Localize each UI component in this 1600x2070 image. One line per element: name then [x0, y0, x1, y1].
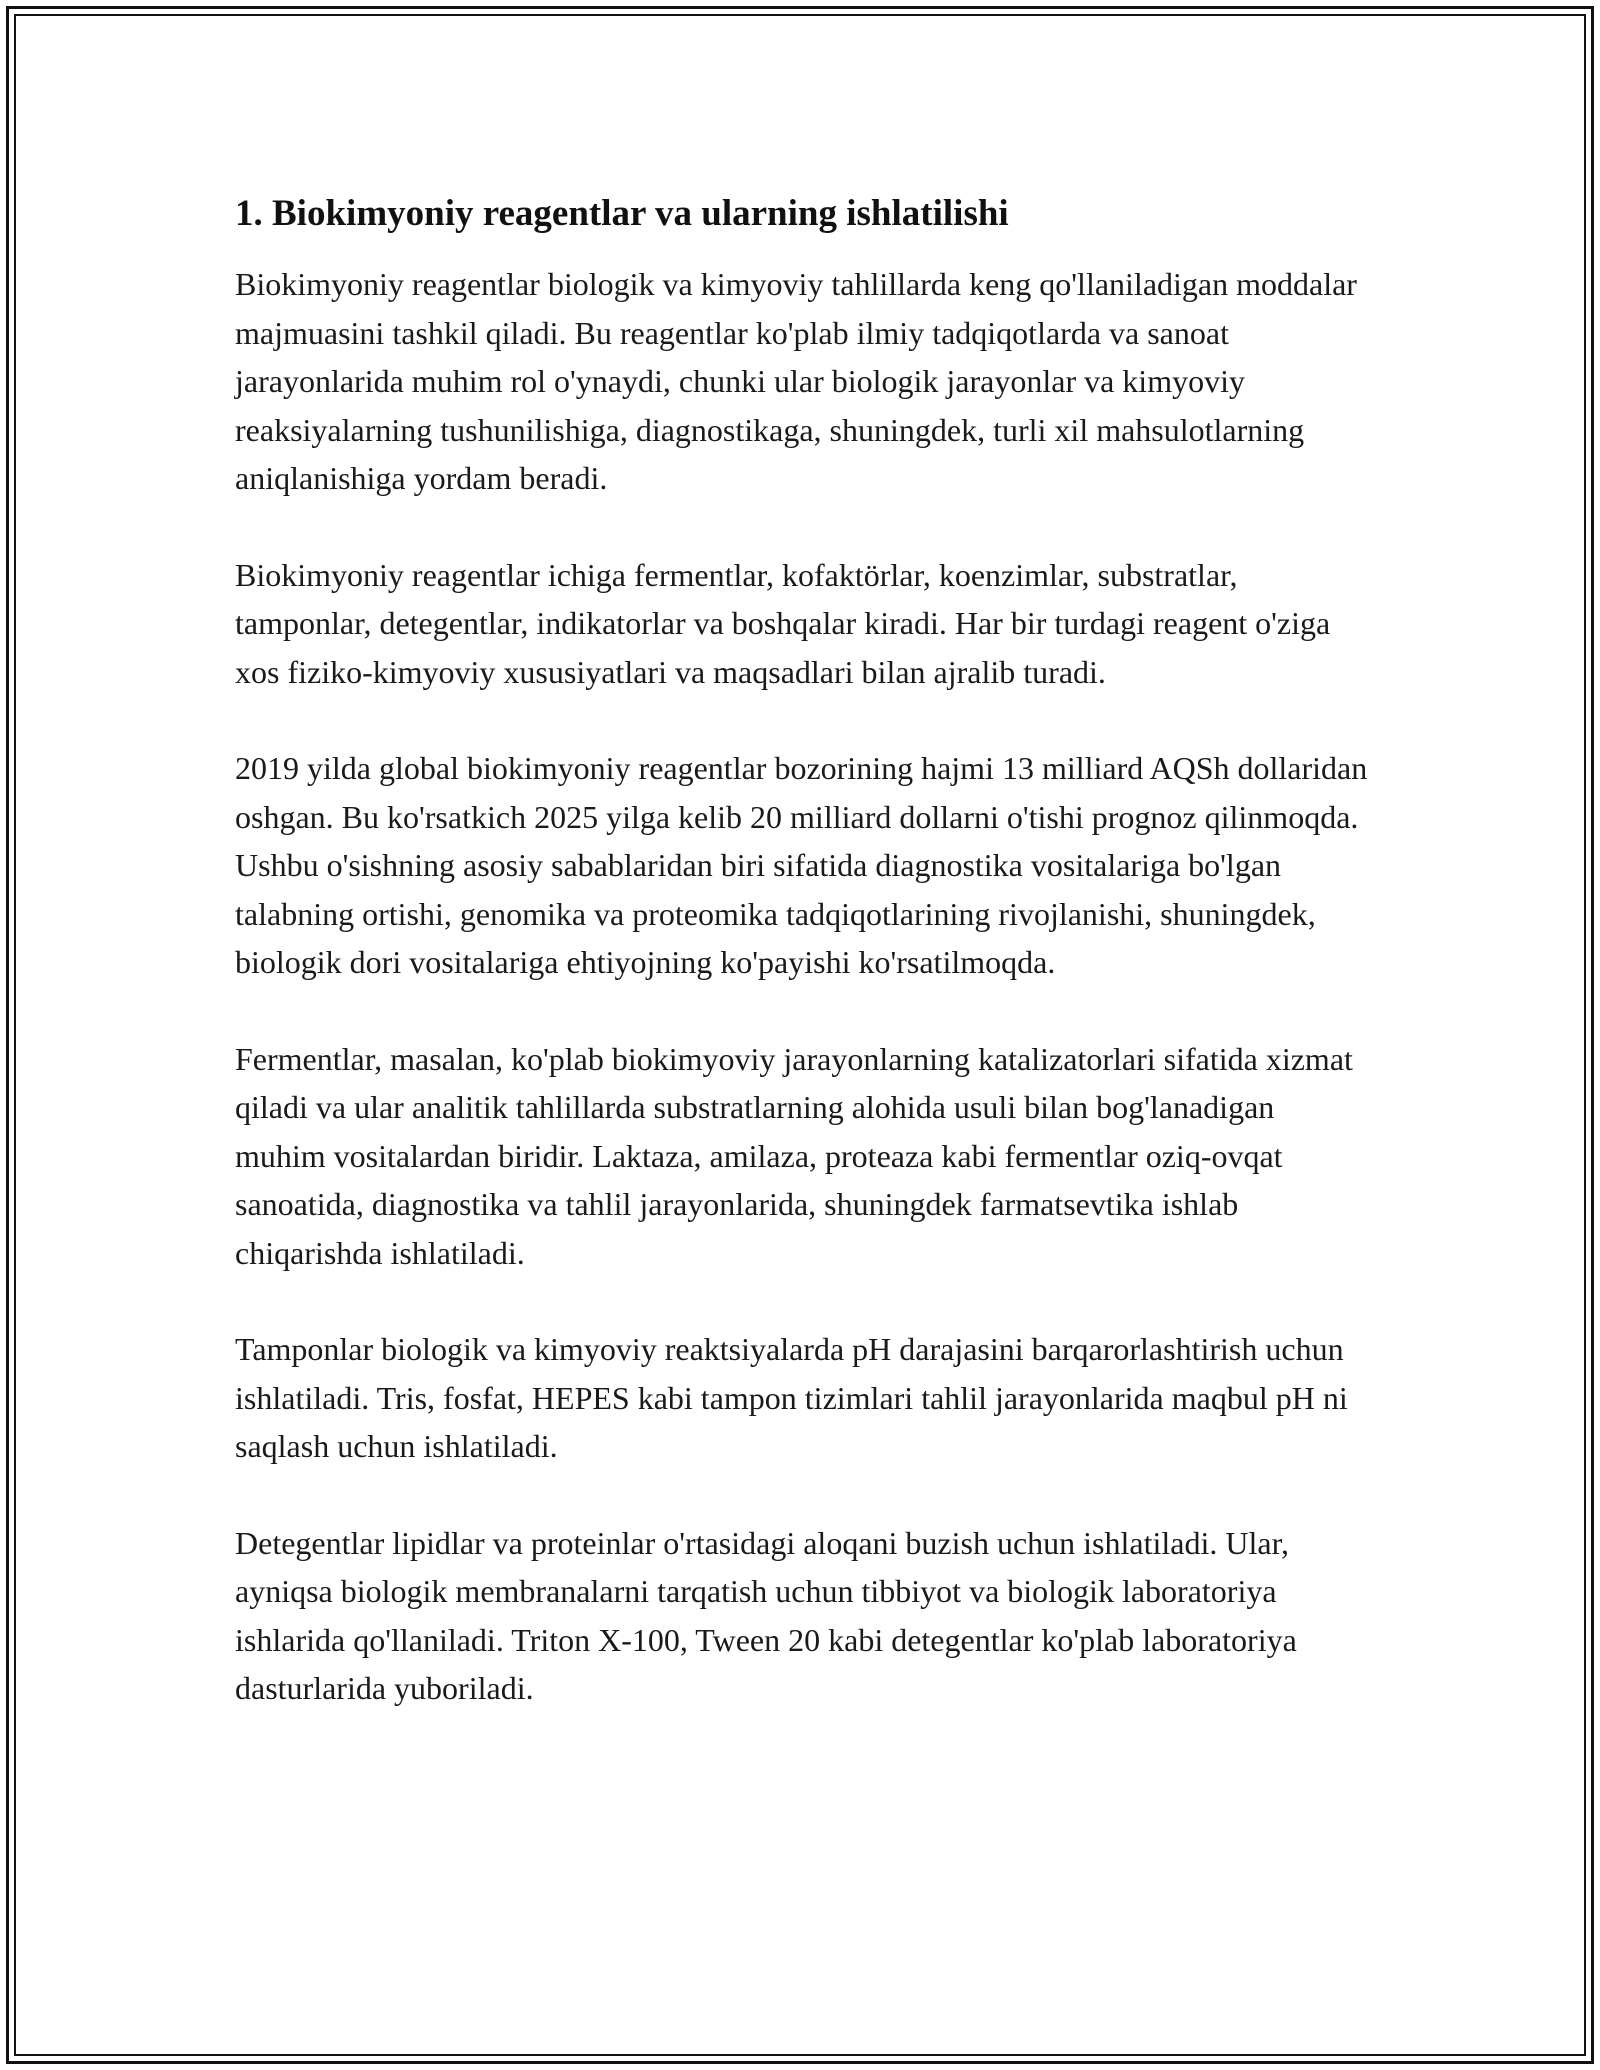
section-heading: 1. Biokimyoniy reagentlar va ularning ishlatilishi [235, 193, 1009, 234]
paragraph-enzymes: Fermentlar, masalan, ko'plab biokimyoviy jarayonlarning katalizatorlari sifatida xizmat qiladi va ular analitik tahlillarda substratlarning alohida usuli bilan bog'lanadigan muhim vositalardan biridir. Laktaza, amilaza, proteaza kabi fermentlar oziq-ovqat sanoatida, diagnostika va tahlil jarayonlarida, shuningdek farmatsevtika ishlab chiqarishda ishlatiladi. [235, 1040, 1353, 1271]
paragraph-detergents: Detegentlar lipidlar va proteinlar o'rtasidagi aloqani buzish uchun ishlatiladi. Ular, ayniqsa biologik membranalarni tarqatish uchun tibbiyot va biologik laboratoriya ishlarida qo'llaniladi. Triton X-100, Tween 20 kabi detegentlar ko'plab laboratoriya dasturlarida yuboriladi. [235, 1524, 1297, 1706]
paragraph-intro: Biokimyoniy reagentlar biologik va kimyoviy tahlillarda keng qo'llaniladigan moddalar majmuasini tashkil qiladi. Bu reagentlar ko'plab ilmiy tadqiqotlarda va sanoat jarayonlarida muhim rol o'ynaydi, chunki ular biologik jarayonlar va kimyoviy reaksiyalarning tushunilishiga, diagnostikaga, shuningdek, turli xil mahsulotlarning aniqlanishiga yordam beradi. [235, 266, 1357, 496]
paragraph-reagent-types: Biokimyoniy reagentlar ichiga fermentlar, kofaktörlar, koenzimlar, substratlar, tamponlar, detegentlar, indikatorlar va boshqalar kiradi. Har bir turdagi reagent o'ziga xos fiziko-kimyoviy xususiyatlari va maqsadlari bilan ajralib turadi. [235, 556, 1331, 690]
document-body [235, 188, 1370, 1761]
paragraph-buffers: Tamponlar biologik va kimyoviy reaktsiyalarda pH darajasini barqarorlashtirish uchun ishlatiladi. Tris, fosfat, HEPES kabi tampon tizimlari tahlil jarayonlarida maqbul pH ni saqlash uchun ishlatiladi. [235, 1331, 1348, 1464]
paragraph-market: 2019 yilda global biokimyoniy reagentlar bozorining hajmi 13 milliard AQSh dollaridan oshgan. Bu ko'rsatkich 2025 yilga kelib 20 milliard dollarni o'tishi prognoz qilinmoqda. Ushbu o'sishning asosiy sabablaridan biri sifatida diagnostika vositalariga bo'lgan talabning ortishi, genomika va proteomika tadqiqotlarining rivojlanishi, shuningdek, biologik dori vositalariga ehtiyojning ko'payishi ko'rsatilmoqda. [235, 750, 1368, 980]
